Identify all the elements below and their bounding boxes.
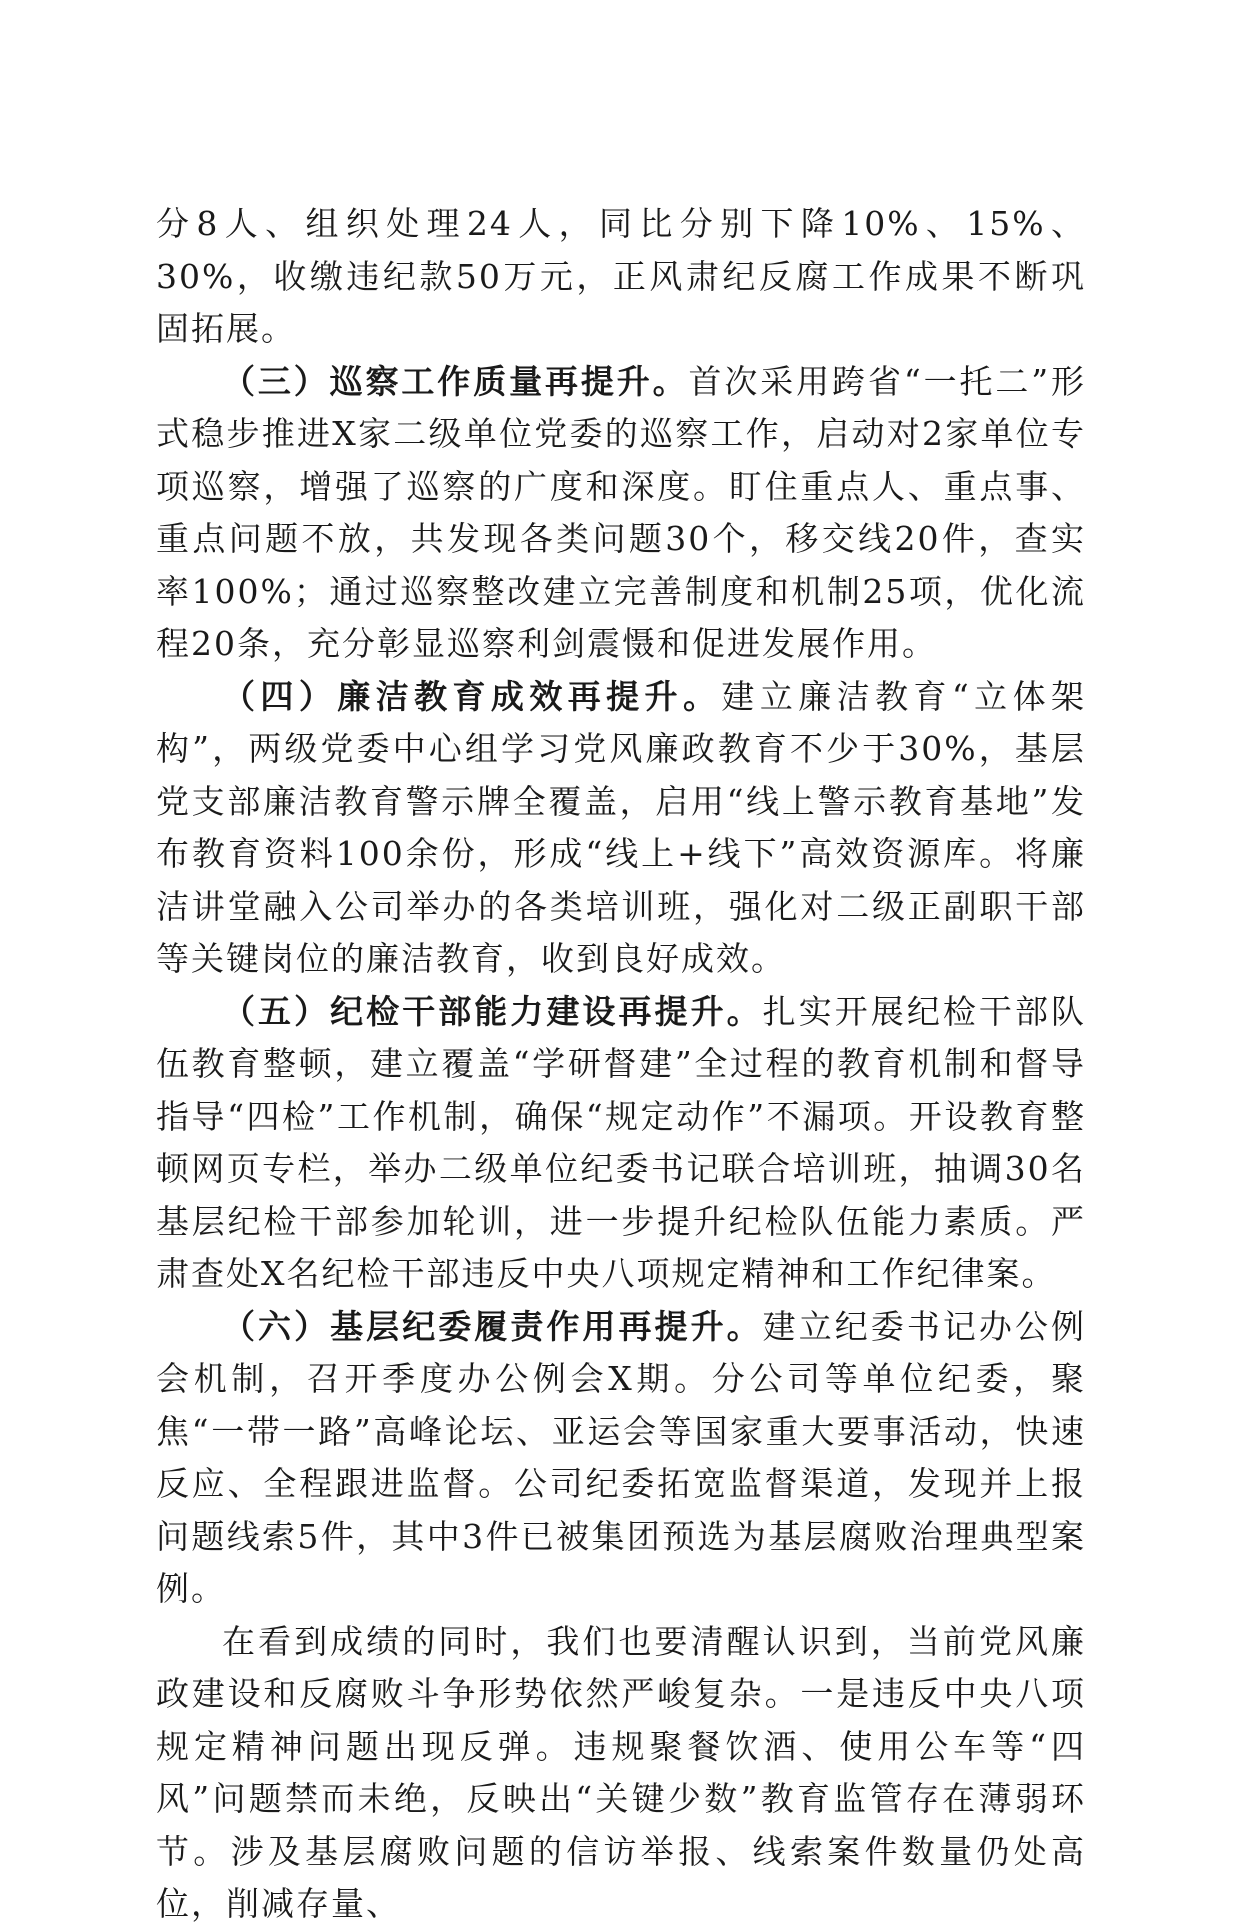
- paragraph-text: 建立廉洁教育“立体架构”，两级党委中心组学习党风廉政教育不少于30%，基层党支部廉洁教育警示牌全覆盖，启用“线上警示教育基地”发布教育资料100余份，形成“线上+线下”高效资源库。将廉洁讲堂融入公司举办的各类培训班，强化对二级正副职干部等关键岗位的廉洁教育，收到良好成效。: [156, 676, 1087, 978]
- paragraph-continuation: [156, 198, 1086, 356]
- paragraph-text: 扎实开展纪检干部队伍教育整顿，建立覆盖“学研督建”全过程的教育机制和督导指导“四检”工作机制，确保“规定动作”不漏项。开设教育整顿网页专栏，举办二级单位纪委书记联合培训班，抽调30名基层纪检干部参加轮训，进一步提升纪检队伍能力素质。严肃查处X名纪检干部违反中央八项规定精神和工作纪律案。: [156, 991, 1087, 1293]
- paragraph-text: 建立纪委书记办公例会机制，召开季度办公例会X期。分公司等单位纪委，聚焦“一带一路”高峰论坛、亚运会等国家重大要事活动，快速反应、全程跟进监督。公司纪委拓宽监督渠道，发现并上报问题线索5件，其中3件已被集团预选为基层腐败治理典型案例。: [156, 1306, 1087, 1608]
- paragraph-text: 首次采用跨省“一托二”形式稳步推进X家二级单位党委的巡察工作，启动对2家单位专项巡察，增强了巡察的广度和深度。盯住重点人、重点事、重点问题不放，共发现各类问题30个，移交线20件，查实率100%；通过巡察整改建立完善制度和机制25项，优化流程20条，充分彰显巡察利剑震慑和促进发展作用。: [156, 361, 1086, 663]
- paragraph-text: 分8人、组织处理24人，同比分别下降10%、15%、30%，收缴违纪款50万元，正风肃纪反腐工作成果不断巩固拓展。: [156, 204, 1086, 348]
- paragraph-integrity-education: [156, 671, 1086, 986]
- paragraph-cadre-capacity: [156, 986, 1086, 1301]
- paragraph-inspection: [156, 356, 1086, 671]
- paragraph-heading: （五）纪检干部能力建设再提升。: [222, 991, 763, 1031]
- paragraph-heading: （四）廉洁教育成效再提升。: [222, 676, 722, 716]
- paragraph-problems: [156, 1616, 1086, 1931]
- paragraph-heading: （三）巡察工作质量再提升。: [222, 361, 689, 401]
- paragraph-grassroots-committee: [156, 1301, 1086, 1616]
- paragraph-heading: （六）基层纪委履责作用再提升。: [222, 1306, 763, 1346]
- paragraph-text: 在看到成绩的同时，我们也要清醒认识到，当前党风廉政建设和反腐败斗争形势依然严峻复杂。一是违反中央八项规定精神问题出现反弹。违规聚餐饮酒、使用公车等“四风”问题禁而未绝，反映出“关键少数”教育监管存在薄弱环节。涉及基层腐败问题的信访举报、线索案件数量仍处高位，削减存量、: [156, 1621, 1086, 1923]
- document-body: [156, 198, 1086, 1931]
